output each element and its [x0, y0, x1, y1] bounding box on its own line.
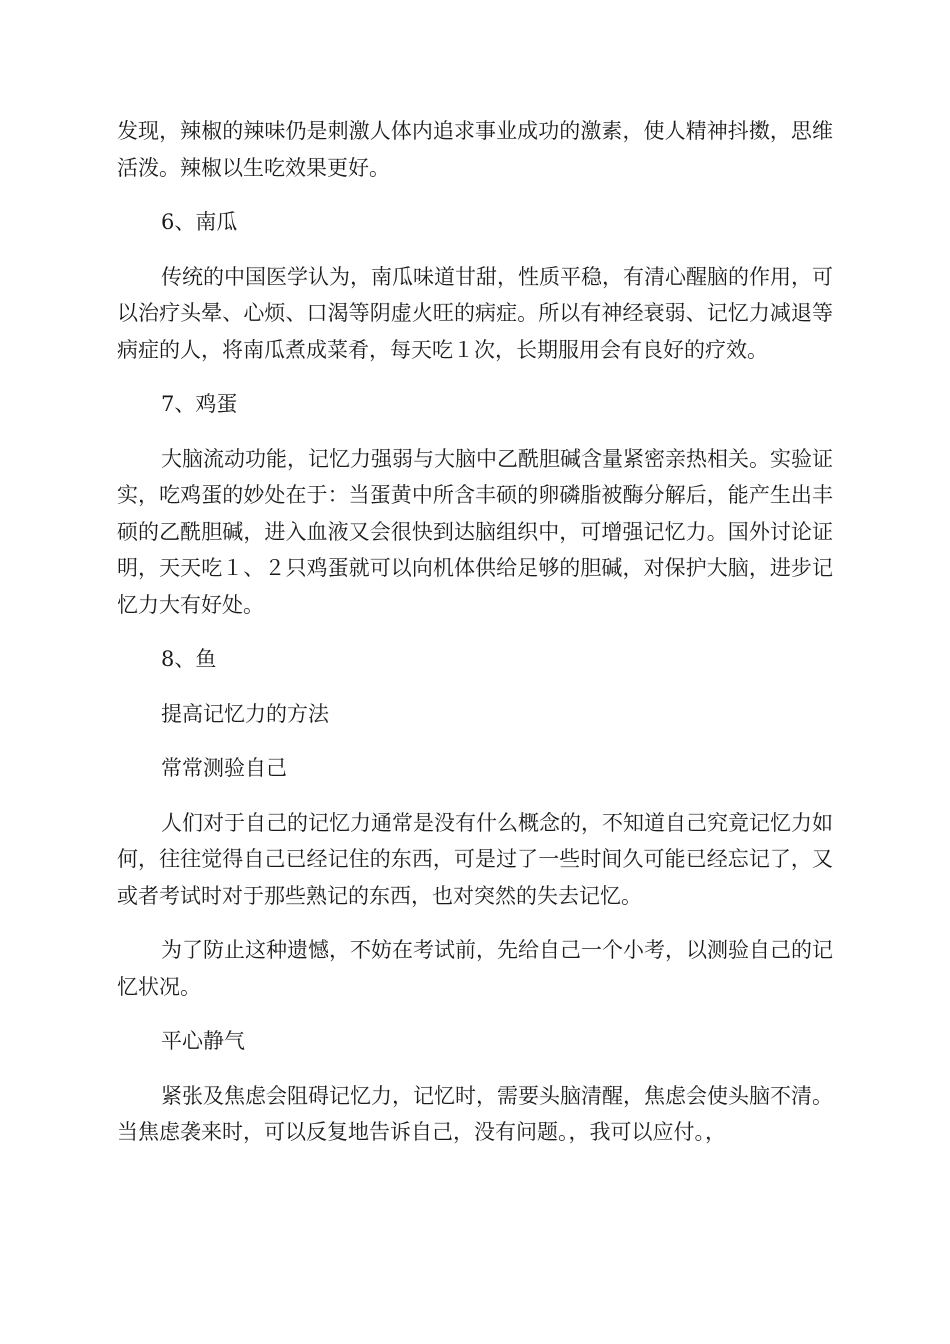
document-body	[117, 113, 833, 1169]
paragraph-stay-calm: 紧张及焦虑会阻碍记忆力，记忆时，需要头脑清醒，焦虑会使头脑不清。当焦虑袭来时，可以反复地告诉自己，没有问题。，我可以应付。，	[117, 1083, 833, 1144]
paragraph-self-test: 人们对于自己的记忆力通常是没有什么概念的，不知道自己究竟记忆力如何，往往觉得自己已经记住的东西，可是过了一些时间久可能已经忘记了，又或者考试时对于那些熟记的东西，也对突然的失去记忆。	[117, 810, 833, 908]
paragraph-egg: 大脑流动功能，记忆力强弱与大脑中乙酰胆碱含量紧密亲热相关。实验证实，吃鸡蛋的妙处在于：当蛋黄中所含丰硕的卵磷脂被酶分解后，能产生出丰硕的乙酰胆碱，进入血液又会很快到达脑组织中，可增强记忆力。国外讨论证明，天天吃１、２只鸡蛋就可以向机体供给足够的胆碱，对保护大脑，进步记忆力大有好处。	[117, 446, 833, 617]
section-heading-pumpkin: 6、南瓜	[161, 210, 238, 234]
subheading-stay-calm: 平心静气	[161, 1029, 245, 1053]
subheading-self-test: 常常测验自己	[161, 756, 287, 780]
section-heading-egg: 7、鸡蛋	[161, 392, 238, 416]
paragraph-self-test-advice: 为了防止这种遗憾，不妨在考试前，先给自己一个小考，以测验自己的记忆状况。	[117, 938, 833, 999]
section-heading-fish: 8、鱼	[161, 647, 217, 671]
section-heading-memory-methods: 提高记忆力的方法	[161, 701, 329, 726]
paragraph-pumpkin: 传统的中国医学认为，南瓜味道甘甜，性质平稳，有清心醒脑的作用，可以治疗头晕、心烦、口渴等阴虚火旺的病症。所以有神经衰弱、记忆力减退等病症的人，将南瓜煮成菜肴，每天吃１次，长期服用会有良好的疗效。	[117, 264, 833, 362]
paragraph-chili-continued: 发现，辣椒的辣味仍是刺激人体内追求事业成功的激素，使人精神抖擞，思维活泼。辣椒以生吃效果更好。	[117, 119, 833, 180]
